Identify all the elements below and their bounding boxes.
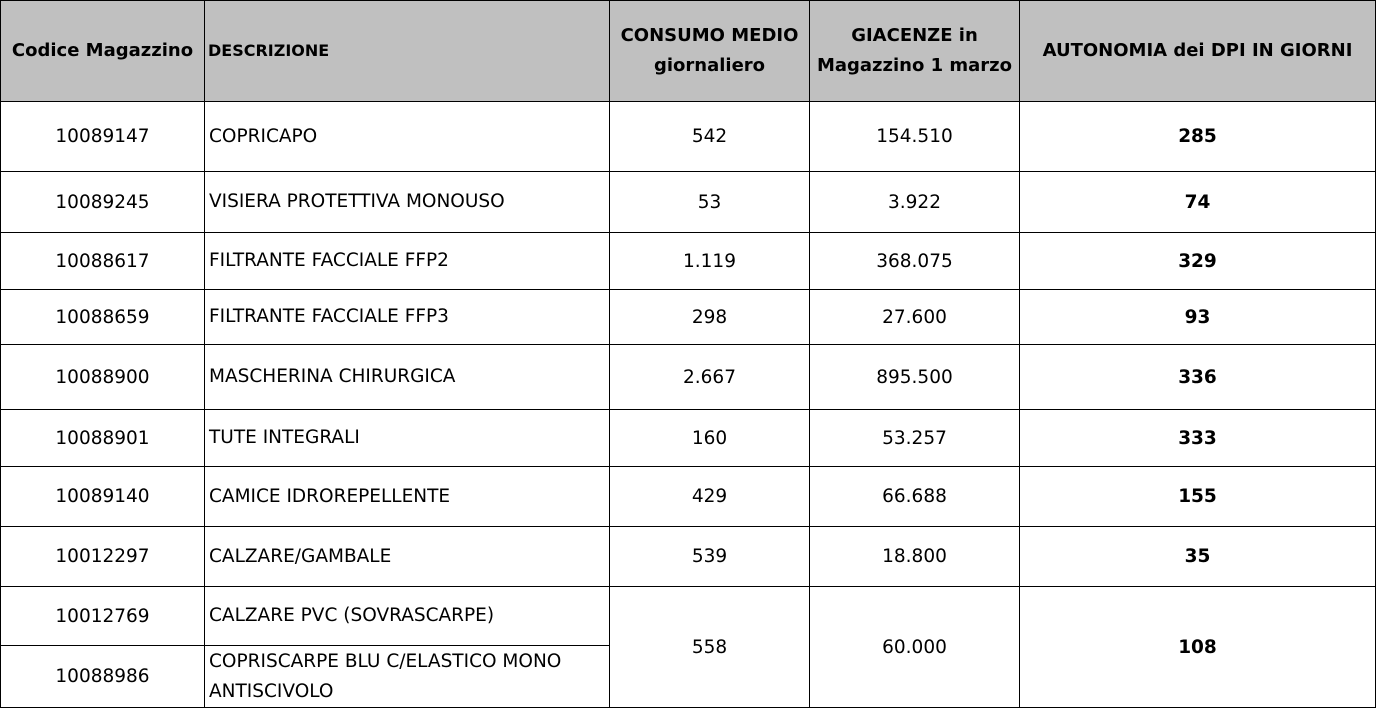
description-cell: FILTRANTE FACCIALE FFP2 — [205, 233, 610, 290]
autonomy-cell: 155 — [1020, 467, 1376, 527]
table-row — [1, 233, 1376, 290]
header-consumption-line1: CONSUMO MEDIO — [620, 25, 799, 46]
merged-stock-cell: 60.000 — [810, 587, 1020, 708]
header-autonomy: AUTONOMIA dei DPI IN GIORNI — [1020, 1, 1376, 102]
consumption-cell: 429 — [610, 467, 810, 527]
code-cell: 10089245 — [1, 172, 205, 233]
description-cell — [205, 646, 610, 708]
header-consumption — [610, 1, 810, 102]
autonomy-cell: 336 — [1020, 345, 1376, 410]
consumption-cell: 1.119 — [610, 233, 810, 290]
code-cell: 10088986 — [1, 646, 205, 708]
stock-cell: 3.922 — [810, 172, 1020, 233]
stock-cell: 18.800 — [810, 527, 1020, 587]
autonomy-cell: 35 — [1020, 527, 1376, 587]
consumption-cell: 298 — [610, 290, 810, 345]
stock-cell: 27.600 — [810, 290, 1020, 345]
code-cell: 10088617 — [1, 233, 205, 290]
consumption-cell: 53 — [610, 172, 810, 233]
description-line2: ANTISCIVOLO — [209, 680, 334, 702]
header-code: Codice Magazzino — [1, 1, 205, 102]
autonomy-cell: 74 — [1020, 172, 1376, 233]
consumption-cell: 539 — [610, 527, 810, 587]
table-row — [1, 102, 1376, 172]
table-row — [1, 527, 1376, 587]
autonomy-cell: 333 — [1020, 410, 1376, 467]
code-cell: 10089140 — [1, 467, 205, 527]
code-cell: 10088900 — [1, 345, 205, 410]
header-row — [1, 1, 1376, 102]
table-row — [1, 587, 1376, 646]
description-cell: FILTRANTE FACCIALE FFP3 — [205, 290, 610, 345]
description-cell: COPRICAPO — [205, 102, 610, 172]
consumption-cell: 160 — [610, 410, 810, 467]
table-row — [1, 290, 1376, 345]
header-stock-line2: Magazzino 1 marzo — [816, 55, 1013, 76]
code-cell: 10088659 — [1, 290, 205, 345]
table-row — [1, 345, 1376, 410]
autonomy-cell: 329 — [1020, 233, 1376, 290]
table-row — [1, 467, 1376, 527]
header-stock-line1: GIACENZE in — [851, 25, 978, 46]
header-stock — [810, 1, 1020, 102]
consumption-cell: 2.667 — [610, 345, 810, 410]
stock-cell: 368.075 — [810, 233, 1020, 290]
merged-autonomy-cell: 108 — [1020, 587, 1376, 708]
table-row — [1, 172, 1376, 233]
header-description: DESCRIZIONE — [205, 1, 610, 102]
stock-cell: 53.257 — [810, 410, 1020, 467]
description-cell: CALZARE/GAMBALE — [205, 527, 610, 587]
code-cell: 10088901 — [1, 410, 205, 467]
merged-consumption-cell: 558 — [610, 587, 810, 708]
description-cell: CALZARE PVC (SOVRASCARPE) — [205, 587, 610, 646]
table-row — [1, 410, 1376, 467]
description-cell: CAMICE IDROREPELLENTE — [205, 467, 610, 527]
autonomy-cell: 93 — [1020, 290, 1376, 345]
description-line1: COPRISCARPE BLU C/ELASTICO MONO — [209, 650, 562, 672]
header-consumption-line2: giornaliero — [653, 55, 766, 76]
consumption-cell: 542 — [610, 102, 810, 172]
code-cell: 10012769 — [1, 587, 205, 646]
code-cell: 10012297 — [1, 527, 205, 587]
stock-cell: 895.500 — [810, 345, 1020, 410]
description-cell: MASCHERINA CHIRURGICA — [205, 345, 610, 410]
stock-cell: 154.510 — [810, 102, 1020, 172]
code-cell: 10089147 — [1, 102, 205, 172]
autonomy-cell: 285 — [1020, 102, 1376, 172]
description-cell: TUTE INTEGRALI — [205, 410, 610, 467]
description-cell: VISIERA PROTETTIVA MONOUSO — [205, 172, 610, 233]
stock-cell: 66.688 — [810, 467, 1020, 527]
